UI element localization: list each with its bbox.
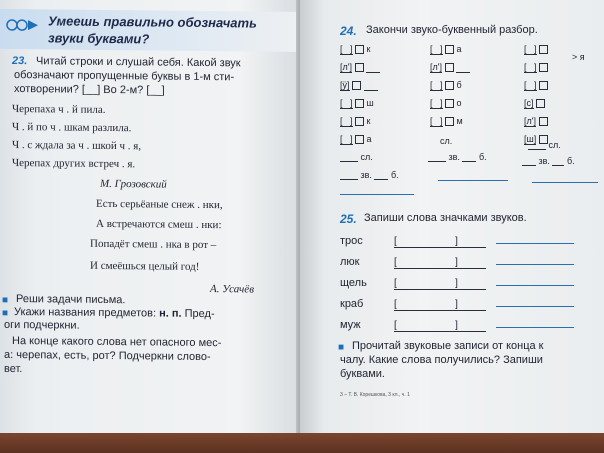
sound-bracket: [л'] <box>430 62 442 72</box>
letter-square <box>355 45 364 54</box>
arrow-icon <box>2 18 42 32</box>
letter-square <box>445 117 454 126</box>
phonetic-row <box>340 98 374 108</box>
ya-letter: > я <box>572 52 585 62</box>
sl-label-text: сл. <box>360 152 373 162</box>
task2-b: н. п. <box>159 307 182 320</box>
word-row <box>340 318 574 332</box>
sound-bracket: [л'] <box>340 62 352 72</box>
sound-bracket: [ӱ] <box>340 80 350 90</box>
sound-bracket: [с] <box>524 98 534 108</box>
transcription-field[interactable]: [ ] <box>394 278 486 290</box>
phonetic-row <box>524 116 548 126</box>
poem1-line: Черепах других встреч . я. <box>12 156 136 171</box>
page-footnote: 3 – Т. В. Корешкова, 3 кл., ч. 1 <box>340 392 410 398</box>
answer-line[interactable] <box>496 234 574 244</box>
answer-line[interactable] <box>496 297 574 307</box>
phonetic-row <box>340 62 380 73</box>
phonetic-row <box>430 98 462 108</box>
letter-square <box>445 99 454 108</box>
sl-label-2: сл. <box>440 136 453 146</box>
poem2-line: Есть серьёаные снеж . нки, <box>96 197 223 212</box>
poem2-line: И смеёшься целый год! <box>90 259 200 273</box>
sound-bracket: [ ] <box>430 116 443 126</box>
answer-line[interactable] <box>496 276 574 286</box>
section-title-line1: Умеешь правильно обозначать <box>48 13 257 31</box>
phonetic-row <box>430 116 463 126</box>
answer-line[interactable] <box>496 318 574 328</box>
task3-line3: вет. <box>4 362 23 376</box>
poem1-line: Черепаха ч . й пила. <box>12 102 106 116</box>
transcription-field[interactable]: [ ] <box>394 320 486 332</box>
task3-line1: На конце какого слова нет опасного мес- <box>12 334 222 350</box>
ex24-title: Закончи звуко-буквенный разбор. <box>366 24 538 36</box>
section-title-line2: звуки буквами? <box>48 30 150 47</box>
task2-a: Укажи названия предметов: <box>14 306 157 320</box>
bullet-icon: ■ <box>338 342 345 353</box>
word-row <box>340 276 574 290</box>
letter-label: м <box>456 116 463 126</box>
zv-b-row-1 <box>340 170 399 180</box>
transcription-field[interactable]: [ ] <box>394 236 486 248</box>
letter-label: ш <box>366 98 374 108</box>
answer-line <box>438 180 508 181</box>
poem2-line: А встречаются смеш . нки: <box>96 217 222 232</box>
phonetic-row <box>340 134 372 144</box>
task1-text: Реши задачи письма. <box>16 293 126 307</box>
b-label-text: б. <box>566 156 575 166</box>
sound-bracket: [ ] <box>340 98 353 108</box>
sound-bracket: [ ] <box>340 116 353 126</box>
sound-bracket: [ ] <box>340 44 353 54</box>
sound-bracket: [ ] <box>524 80 537 90</box>
left-page <box>0 0 300 453</box>
transcription-field[interactable]: [ ] <box>394 299 486 311</box>
letter-label <box>364 90 378 91</box>
letter-label: а <box>366 134 372 144</box>
answer-line[interactable] <box>496 255 574 265</box>
letter-square <box>539 117 548 126</box>
author-grozovsky: М. Грозовский <box>100 177 167 191</box>
word-label: трос <box>340 235 363 247</box>
letter-square <box>352 81 361 90</box>
read-line3: буквами. <box>340 368 385 380</box>
letter-square <box>355 135 364 144</box>
letter-label: а <box>456 44 462 54</box>
letter-square <box>355 63 364 72</box>
ex23-text-3: хотворении? [__] Во 2-м? [__] <box>14 83 165 97</box>
letter-square <box>539 45 548 54</box>
b-label-text: б. <box>390 170 399 180</box>
sound-bracket: [ ] <box>430 98 443 108</box>
word-row <box>340 255 574 269</box>
letter-label <box>366 72 380 73</box>
bullet-icon: ■ <box>2 307 9 319</box>
letter-square <box>355 117 364 126</box>
b-label-text: б. <box>478 152 487 162</box>
letter-label: к <box>366 44 371 54</box>
phonetic-row <box>430 62 470 73</box>
answer-line <box>340 194 414 195</box>
task2-c: Пред- <box>184 307 215 321</box>
poem2-line: Попадёт смеш . нка в рот – <box>90 237 217 252</box>
read-line2: чалу. Какие слова получились? Запиши <box>340 354 543 366</box>
word-label: муж <box>340 319 361 331</box>
letter-square <box>355 99 364 108</box>
sound-bracket: [ ] <box>524 44 537 54</box>
zv-label-text: зв. <box>360 170 372 180</box>
word-row <box>340 234 574 248</box>
zv-label-text: зв. <box>448 152 460 162</box>
sl-label-1 <box>340 152 373 162</box>
sl-label-text: сл. <box>548 140 561 150</box>
zv-label-text: зв. <box>538 156 550 166</box>
letter-label: б <box>456 80 462 90</box>
letter-square <box>539 81 548 90</box>
right-page <box>300 0 604 453</box>
exercise-25-number: 25. <box>340 212 357 226</box>
letter-square <box>536 99 545 108</box>
letter-square <box>445 63 454 72</box>
phonetic-row <box>340 44 370 54</box>
word-label: щель <box>340 277 367 289</box>
read-line1: Прочитай звуковые записи от конца к <box>352 340 544 352</box>
letter-label <box>456 72 470 73</box>
phonetic-row <box>524 98 545 108</box>
phonetic-row <box>524 44 548 54</box>
zv-b-row-2 <box>428 152 487 162</box>
word-row <box>340 297 574 311</box>
sl-label-3 <box>528 140 561 150</box>
sound-bracket: [л'] <box>524 116 536 126</box>
transcription-field[interactable]: [ ] <box>394 257 486 269</box>
task2-line2: оги подчеркни. <box>4 318 80 332</box>
phonetic-row <box>430 80 462 90</box>
sound-bracket: [ ] <box>340 134 353 144</box>
exercise-23-number: 23. <box>12 54 28 68</box>
ex25-title: Запиши слова значками звуков. <box>364 212 527 224</box>
sound-bracket: [ ] <box>430 80 443 90</box>
phonetic-row <box>340 116 370 126</box>
phonetic-row <box>340 80 378 91</box>
ex23-text-1: Читай строки и слушай себя. Какой звук <box>36 55 241 70</box>
answer-line <box>532 182 598 183</box>
exercise-24-number: 24. <box>340 24 357 38</box>
author-usachev: А. Усачёв <box>210 283 254 296</box>
poem1-line: Ч . й по ч . шкам разлила. <box>12 120 132 135</box>
word-label: люк <box>340 256 360 268</box>
sound-bracket: [ ] <box>524 62 537 72</box>
letter-label: к <box>366 116 371 126</box>
poem1-line: Ч . с ждала за ч . шкой ч . я, <box>12 138 142 153</box>
letter-label: о <box>456 98 462 108</box>
letter-square <box>539 63 548 72</box>
zv-b-row-3 <box>522 156 575 166</box>
letter-square <box>445 45 454 54</box>
letter-square <box>445 81 454 90</box>
phonetic-row <box>430 44 462 54</box>
sound-bracket: [ш] <box>524 134 537 144</box>
phonetic-row <box>524 80 548 90</box>
table-surface <box>0 433 604 453</box>
bullet-icon: ■ <box>2 294 9 306</box>
sound-bracket: [ ] <box>430 44 443 54</box>
phonetic-row <box>524 62 548 72</box>
word-label: краб <box>340 298 364 310</box>
task2-text <box>14 306 215 320</box>
task3-line2: а: черепах, есть, рот? Подчеркни слово- <box>4 348 211 364</box>
ex23-text-2: обозначают пропущенные буквы в 1-м сти- <box>14 69 235 84</box>
